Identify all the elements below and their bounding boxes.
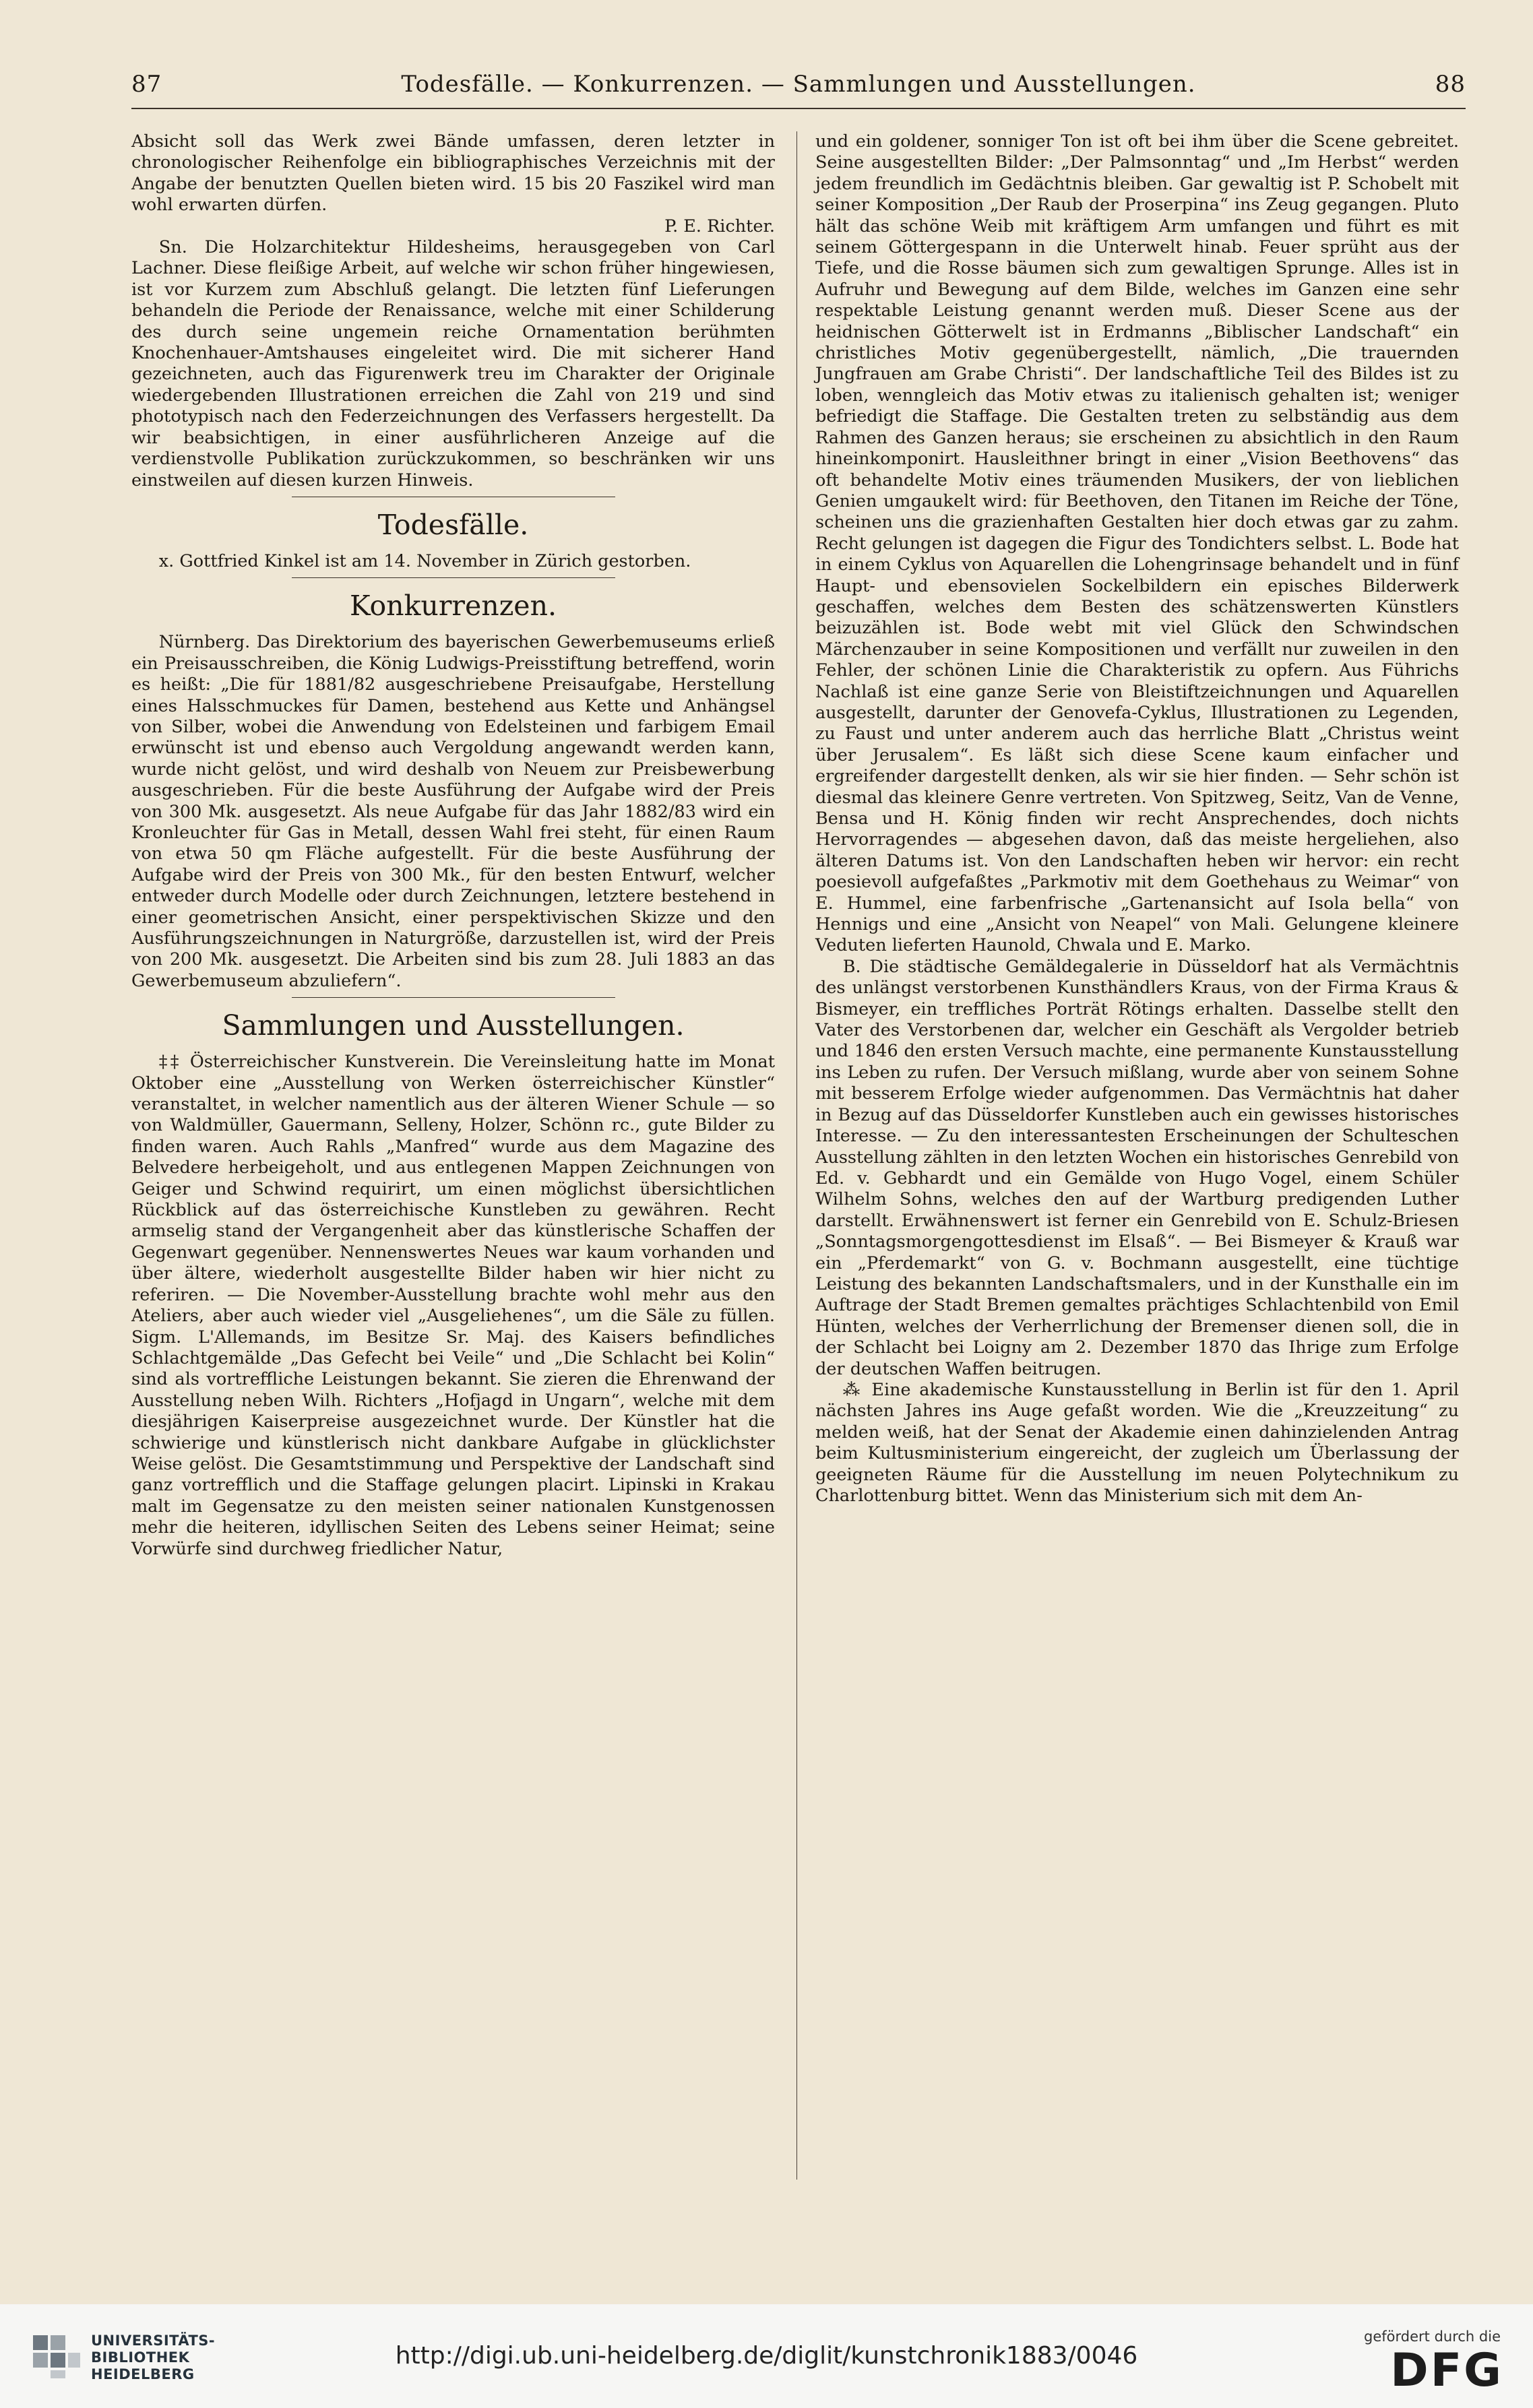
logo-line: HEIDELBERG <box>91 2366 195 2382</box>
dfg-logo: DFG <box>1390 2344 1503 2397</box>
berlin-paragraph: ⁂ Eine akademische Kunstausstellung in Berlin ist für den 1. April nächsten Jahres ins Auge gefaßt worden. Wie die „Kreuzzeitung“ zu melden weiß, hat der Senat der Akademie einen dahinzielenden Antrag beim Kultusministerium eingereicht, der zugleich um Überlassung der geeigneten Räume für die Ausstellung im neuen Polytechnikum zu Charlottenburg bittet. Wenn das Ministerium sich mit dem An- <box>815 1379 1459 1506</box>
running-header <box>131 71 1466 111</box>
heading-konkurrenzen: Konkurrenzen. <box>349 590 557 623</box>
heading-todesfaelle: Todesfälle. <box>377 508 529 541</box>
funded-by-label: gefördert durch die <box>1364 2328 1501 2345</box>
logo-line: UNIVERSITÄTS- <box>91 2333 216 2349</box>
review-paragraph: und ein goldener, sonniger Ton ist oft bei ihm über die Scene gebreitet. Seine ausgestellten Bilder: „Der Palmsonntag“ und „Im Herbst“ werden jedem freundlich im Gedächtnis bleiben. Gar gewaltig ist P. Schobelt mit seiner Komposition „Der Raub der Proserpina“ ins Zeug gegangen. Pluto hält das schöne Weib mit kräftigem Arm umfangen und führt es mit seinem Göttergespann in die Unterwelt hinab. Feuer sprüht aus der Tiefe, und die Rosse bäumen sich zum gewaltigen Sprunge. Alles ist in Aufruhr und Bewegung auf dem Bilde, welches im Ganzen eine sehr respektable Leistung genannt werden muß. Dieser Scene aus der heidnischen Götterwelt ist in Erdmanns „Biblischer Landschaft“ ein christliches Motiv gegenübergestellt, nämlich, „Die trauernden Jungfrauen am Grabe Christi“. Der landschaftliche Teil des Bildes ist zu loben, wenngleich das Motiv etwas zu italienisch gehalten ist; weniger befriedigt die Staffage. Die Gestalten treten zu selbständig aus dem Rahmen des Ganzen heraus; sie erscheinen zu absichtlich in den Raum hineinkomponirt. Hausleithner bringt in einer „Vision Beethovens“ das oft behandelte Motiv eines träumenden Musikers, der von lieblichen Genien umgaukelt wird: für Beethoven, den Titanen im Reiche der Töne, scheinen uns die grazienhaften Gestalten hier doch etwas gar zu zahm. Recht gelungen ist dagegen die Figur des Tondichters selbst. L. Bode hat in einem Cyklus von Aquarellen die Lohengrinsage behandelt und in fünf Haupt- und ebensovielen Sockelbildern ein episches Bilderwerk geschaffen, welches dem Besten des schätzenswerten Künstlers beizuzählen ist. Bode webt mit viel Glück den Schwindschen Märchenzauber in seine Kompositionen und verfällt nur zuweilen in den Fehler, der schönen Linie die Charakteristik zu opfern. Aus Führichs Nachlaß ist eine ganze Serie von Bleistiftzeichnungen und Aquarellen ausgestellt, darunter der Genovefa-Cyklus, Illustrationen zu Legenden, zu Faust und unter anderem auch das herrliche Blatt „Christus weint über Jerusalem“. Es läßt sich diese Scene kaum einfacher und ergreifender dargestellt denken, als wir sie hier finden. — Sehr schön ist diesmal das kleinere Genre vertreten. Von Spitzweg, Seitz, Van de Venne, Bensa und H. König finden wir recht Ansprechendes, doch nichts Hervorragendes — abgesehen davon, daß das meiste hergeliehen, also älteren Datums ist. Von den Landschaften heben wir hervor: ein recht poesievoll aufgefaßtes „Parkmotiv mit dem Goethehaus zu Weimar“ von E. Hummel, eine farbenfrische „Gartenansicht auf Isola bella“ von Hennigs und eine „Ansicht von Neapel“ von Mali. Gelungene kleinere Veduten lieferten Haunold, Chwala und E. Marko. <box>815 131 1459 956</box>
todesfaelle-paragraph: x. Gottfried Kinkel ist am 14. November in Zürich gestorben. <box>158 550 691 571</box>
logo-line: BIBLIOTHEK <box>91 2349 190 2366</box>
column-divider <box>796 131 797 2180</box>
section-rule <box>292 997 615 998</box>
running-title: Todesfälle. — Konkurrenzen. — Sammlungen und Ausstellungen. <box>401 71 1196 98</box>
left-column <box>131 131 775 1560</box>
section-rule <box>292 577 615 578</box>
intro-paragraph: Absicht soll das Werk zwei Bände umfassen, deren letzter in chronologischer Reihenfolge ein bibliographisches Verzeichnis mit der Angabe der benutzten Quellen bieten wird. 15 bis 20 Faszikel wird man wohl erwarten dürfen. <box>131 131 775 216</box>
page-number-left: 87 <box>131 71 162 98</box>
heading-sammlungen: Sammlungen und Ausstellungen. <box>222 1009 685 1042</box>
holzarchitektur-paragraph: Sn. Die Holzarchitektur Hildesheims, herausgegeben von Carl Lachner. Diese fleißige Arbeit, auf welche wir schon früher hingewiesen, ist vor Kurzem zum Abschluß gelangt. Die letzten fünf Lieferungen behandeln die Periode der Renaissance, welche mit einer Schilderung des durch seine ungemein reiche Ornamentation berühmten Knochenhauer-Amtshauses eingeleitet wird. Die mit sicherer Hand gezeichneten, auch das Figurenwerk treu im Charakter der Originale wiedergebenden Illustrationen erreichen die Zahl von 219 und sind phototypisch nach den Federzeichnungen des Verfassers hergestellt. Da wir beabsichtigen, in einer ausführlicheren Anzeige auf die verdienstvolle Publikation zurückzukommen, so beschränken wir uns einstweilen auf diesen kurzen Hinweis. <box>131 237 775 490</box>
duesseldorf-paragraph: B. Die städtische Gemäldegalerie in Düsseldorf hat als Vermächtnis des unlängst verstorbenen Kunsthändlers Kraus, von der Firma Kraus & Bismeyer, ein treffliches Porträt Rötings erhalten. Dasselbe stellt den Vater des Verstorbenen dar, welcher ein Geschäft als Vergolder betrieb und 1846 den ersten Versuch machte, eine permanente Kunstausstellung ins Leben zu rufen. Der Versuch mißlang, wurde aber von seinem Sohne mit besserem Erfolge wieder aufgenommen. Das Vermächtnis hat daher in Bezug auf das Düsseldorfer Kunstleben auch ein gewisses historisches Interesse. — Zu den interessantesten Erscheinungen der Schulteschen Ausstellung zählten in den letzten Wochen ein historisches Genrebild von Ed. v. Gebhardt und ein Gemälde von Hugo Vogel, einem Schüler Wilhelm Sohns, welches den auf der Wartburg predigenden Luther darstellt. Erwähnenswert ist ferner ein Genrebild von E. Schulz-Briesen „Sonntagsmorgengottesdienst im Elsaß“. — Bei Bismeyer & Krauß war ein „Pferdemarkt“ von G. v. Bochmann ausgestellt, eine tüchtige Leistung des bekannten Landschaftsmalers, und in der Kunsthalle ein im Auftrage der Stadt Bremen gemaltes prächtiges Schlachtenbild von Emil Hünten, welches der Verherrlichung der Bremenser dienen soll, die in der Schlacht bei Loigny am 2. Dezember 1870 das Ihrige zum Erfolge der deutschen Waffen beitrugen. <box>815 956 1459 1379</box>
kunstverein-paragraph: ‡‡ Österreichischer Kunstverein. Die Vereinsleitung hatte im Monat Oktober eine „Ausstellung von Werken österreichischer Künstler“ veranstaltet, in welcher namentlich aus der älteren Wiener Schule — so von Waldmüller, Gauermann, Selleny, Holzer, Schönn rc., gute Bilder zu finden waren. Auch Rahls „Manfred“ wurde aus dem Magazine des Belvedere herbeigeholt, und aus entlegenen Mappen Zeichnungen von Geiger und Schwind requirirt, um einen möglichst übersichtlichen Rückblick auf das österreichische Kunstleben zu gewähren. Recht armselig stand der Vergangenheit aber das künstlerische Schaffen der Gegenwart gegenüber. Nennenswertes Neues war kaum vorhanden und über ältere, wiederholt ausgestellte Bilder haben wir hier nicht zu referiren. — Die November-Ausstellung brachte wohl mehr aus den Ateliers, aber auch wieder viel „Ausgeliehenes“, um die Säle zu füllen. Sigm. L'Allemands, im Besitze Sr. Maj. des Kaisers befindliches Schlachtgemälde „Das Gefecht bei Veile“ und „Die Schlacht bei Kolin“ sind als vortreffliche Leistungen bekannt. Sie zieren die Ehrenwand der Ausstellung neben Wilh. Richters „Hofjagd in Ungarn“, welche mit dem diesjährigen Kaiserpreise ausgezeichnet wurde. Der Künstler hat die schwierige und künstlerisch nicht dankbare Aufgabe in glücklichster Weise gelöst. Die Gesamtstimmung und Perspektive der Landschaft sind ganz vortrefflich und die Staffage gelungen placirt. Lipinski in Krakau malt im Gegensatze zu den meisten seiner nationalen Kunstgenossen mehr die heiteren, idyllischen Seiten des Lebens seiner Heimat; seine Vorwürfe sind durchweg friedlicher Natur, <box>131 1052 775 1559</box>
footer-bar <box>0 2304 1533 2408</box>
permalink-url[interactable]: http://digi.ub.uni-heidelberg.de/diglit/kunstchronik1883/0046 <box>395 2342 1138 2370</box>
header-rule <box>131 108 1466 109</box>
signature: P. E. Richter. <box>664 216 775 236</box>
right-column <box>815 131 1459 1507</box>
konkurrenzen-paragraph: Nürnberg. Das Direktorium des bayerischen Gewerbemuseums erließ ein Preisausschreiben, die König Ludwigs-Preisstiftung betreffend, worin es heißt: „Die für 1881/82 ausgeschriebene Preisaufgabe, Herstellung eines Halsschmuckes für Damen, bestehend aus Kette und Anhängsel von Silber, wobei die Anwendung von Edelsteinen und farbigem Email erwünscht ist und ebenso auch Vergoldung angewandt werden kann, wurde nicht gelöst, und wird deshalb von Neuem zur Preisbewerbung ausgeschrieben. Für die beste Ausführung der Aufgabe wird der Preis von 300 Mk. ausgesetzt. Als neue Aufgabe für das Jahr 1882/83 wird ein Kronleuchter für Gas in Metall, dessen Wahl frei steht, für einen Raum von etwa 50 qm Fläche aufgestellt. Für die beste Ausführung der Aufgabe wird der Preis von 300 Mk., für den besten Entwurf, welcher entweder durch Modelle oder durch Zeichnungen, letztere bestehend in einer geometrischen Ansicht, einer perspektivischen Skizze und den Ausführungszeichnungen in Naturgröße, darzustellen ist, wird der Preis von 200 Mk. ausgesetzt. Die Arbeiten sind bis zum 28. Juli 1883 an das Gewerbemuseum abzuliefern“. <box>131 632 775 991</box>
page-number-right: 88 <box>1435 71 1466 98</box>
